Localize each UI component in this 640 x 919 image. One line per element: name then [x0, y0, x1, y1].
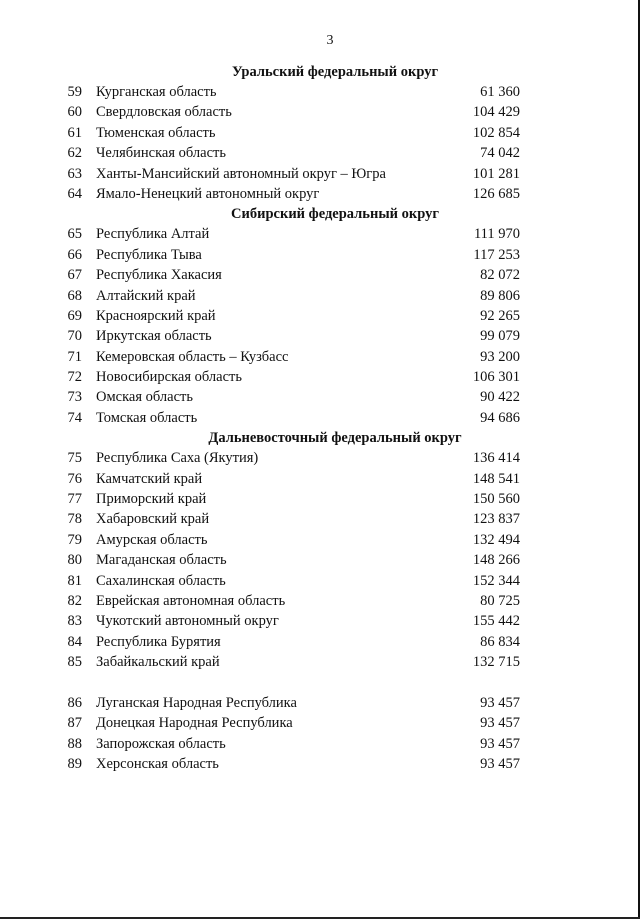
region-value: 74 042	[480, 145, 520, 162]
region-value: 126 685	[472, 185, 520, 202]
table-row	[0, 224, 640, 244]
regions-table	[0, 62, 640, 775]
table-row	[0, 571, 640, 591]
region-name: Амурская область	[96, 531, 208, 548]
section-heading: Сибирский федеральный округ	[231, 206, 439, 223]
row-number: 79	[67, 531, 82, 548]
region-name: Свердловская область	[96, 104, 232, 121]
row-number: 65	[67, 226, 82, 243]
table-row	[0, 530, 640, 550]
row-number: 59	[67, 84, 82, 100]
row-number: 82	[67, 592, 82, 609]
region-value: 155 442	[472, 613, 520, 630]
table-row	[0, 306, 640, 326]
table-row	[0, 632, 640, 652]
table-row	[0, 245, 640, 265]
region-name: Магаданская область	[96, 552, 227, 569]
table-row	[0, 184, 640, 204]
region-value: 93 457	[480, 694, 520, 711]
region-value: 136 414	[472, 450, 520, 467]
region-value: 93 200	[480, 348, 520, 365]
region-value: 152 344	[472, 572, 520, 589]
region-value: 148 266	[472, 552, 520, 569]
table-row	[0, 347, 640, 367]
row-number: 86	[67, 694, 82, 711]
region-name: Камчатский край	[96, 470, 203, 487]
row-number: 60	[67, 104, 82, 121]
table-row	[0, 82, 640, 102]
row-number: 71	[67, 348, 82, 365]
row-number: 77	[67, 491, 82, 508]
row-number: 63	[67, 165, 82, 182]
row-number: 62	[67, 145, 82, 162]
row-number: 89	[67, 756, 82, 773]
row-number: 64	[67, 185, 82, 202]
table-row	[0, 387, 640, 407]
table-row	[0, 489, 640, 509]
region-value: 94 686	[480, 409, 520, 426]
region-value: 90 422	[480, 389, 520, 406]
region-value: 117 253	[473, 246, 520, 263]
region-value: 93 457	[480, 756, 520, 773]
region-value: 99 079	[480, 328, 520, 345]
region-value: 61 360	[480, 84, 520, 100]
table-row	[0, 734, 640, 754]
region-value: 148 541	[472, 470, 520, 487]
region-value: 102 854	[472, 124, 520, 141]
section-spacer	[0, 673, 640, 693]
region-value: 86 834	[480, 633, 520, 650]
region-name: Донецкая Народная Республика	[96, 715, 293, 732]
table-row	[0, 754, 640, 774]
region-value: 132 494	[472, 531, 520, 548]
row-number: 61	[67, 124, 82, 141]
row-number: 85	[67, 654, 82, 671]
table-row	[0, 611, 640, 631]
section-heading: Уральский федеральный округ	[231, 64, 439, 80]
table-row	[0, 448, 640, 468]
region-name: Республика Саха (Якутия)	[96, 450, 259, 467]
region-name: Кемеровская область – Кузбасс	[96, 348, 289, 365]
table-row	[0, 693, 640, 713]
row-number: 72	[67, 369, 82, 386]
row-number: 74	[67, 409, 82, 426]
row-number: 69	[67, 307, 82, 324]
region-name: Приморский край	[96, 491, 207, 508]
region-name: Запорожская область	[96, 735, 226, 752]
region-name: Хабаровский край	[96, 511, 210, 528]
table-row	[0, 102, 640, 122]
region-name: Ямало-Ненецкий автономный округ	[96, 185, 320, 202]
region-value: 150 560	[472, 491, 520, 508]
region-value: 111 970	[473, 226, 520, 243]
table-row	[0, 265, 640, 285]
region-name: Сахалинская область	[96, 572, 226, 589]
region-value: 104 429	[472, 104, 520, 121]
region-value: 82 072	[480, 267, 520, 284]
region-value: 92 265	[480, 307, 520, 324]
page-number: 3	[326, 33, 334, 48]
region-value: 101 281	[472, 165, 520, 182]
region-name: Тюменская область	[96, 124, 216, 141]
region-value: 93 457	[480, 715, 520, 732]
region-name: Херсонская область	[96, 756, 219, 773]
table-row	[0, 143, 640, 163]
row-number: 81	[67, 572, 82, 589]
region-name: Республика Алтай	[96, 226, 210, 243]
region-value: 106 301	[472, 369, 520, 386]
table-row	[0, 550, 640, 570]
table-row	[0, 286, 640, 306]
row-number: 68	[67, 287, 82, 304]
row-number: 83	[67, 613, 82, 630]
table-row	[0, 652, 640, 672]
region-name: Иркутская область	[96, 328, 212, 345]
row-number: 73	[67, 389, 82, 406]
row-number: 75	[67, 450, 82, 467]
table-row	[0, 123, 640, 143]
table-row	[0, 591, 640, 611]
table-row	[0, 469, 640, 489]
region-name: Новосибирская область	[96, 369, 242, 386]
region-name: Забайкальский край	[96, 654, 220, 671]
row-number: 78	[67, 511, 82, 528]
region-name: Челябинская область	[96, 145, 226, 162]
region-name: Томская область	[96, 409, 198, 426]
region-name: Курганская область	[96, 84, 217, 100]
region-name: Еврейская автономная область	[96, 592, 286, 609]
region-name: Омская область	[96, 389, 193, 406]
region-name: Республика Тыва	[96, 246, 202, 263]
table-row	[0, 408, 640, 428]
row-number: 80	[67, 552, 82, 569]
row-number: 76	[67, 470, 82, 487]
table-row	[0, 326, 640, 346]
region-value: 93 457	[480, 735, 520, 752]
region-name: Красноярский край	[96, 307, 216, 324]
region-name: Республика Хакасия	[96, 267, 222, 284]
region-name: Чукотский автономный округ	[96, 613, 279, 630]
section-heading: Дальневосточный федеральный округ	[208, 430, 462, 447]
table-row	[0, 713, 640, 733]
row-number: 84	[67, 633, 82, 650]
region-name: Алтайский край	[96, 287, 196, 304]
row-number: 67	[67, 267, 82, 284]
region-name: Республика Бурятия	[96, 633, 221, 650]
region-value: 80 725	[480, 592, 520, 609]
row-number: 88	[67, 735, 82, 752]
row-number: 70	[67, 328, 82, 345]
row-number: 87	[67, 715, 82, 732]
region-value: 132 715	[472, 654, 520, 671]
table-row	[0, 164, 640, 184]
region-value: 123 837	[472, 511, 520, 528]
region-name: Луганская Народная Республика	[96, 694, 297, 711]
table-row	[0, 509, 640, 529]
table-row	[0, 367, 640, 387]
region-name: Ханты-Мансийский автономный округ – Югра	[96, 165, 386, 182]
region-value: 89 806	[480, 287, 520, 304]
row-number: 66	[67, 246, 82, 263]
